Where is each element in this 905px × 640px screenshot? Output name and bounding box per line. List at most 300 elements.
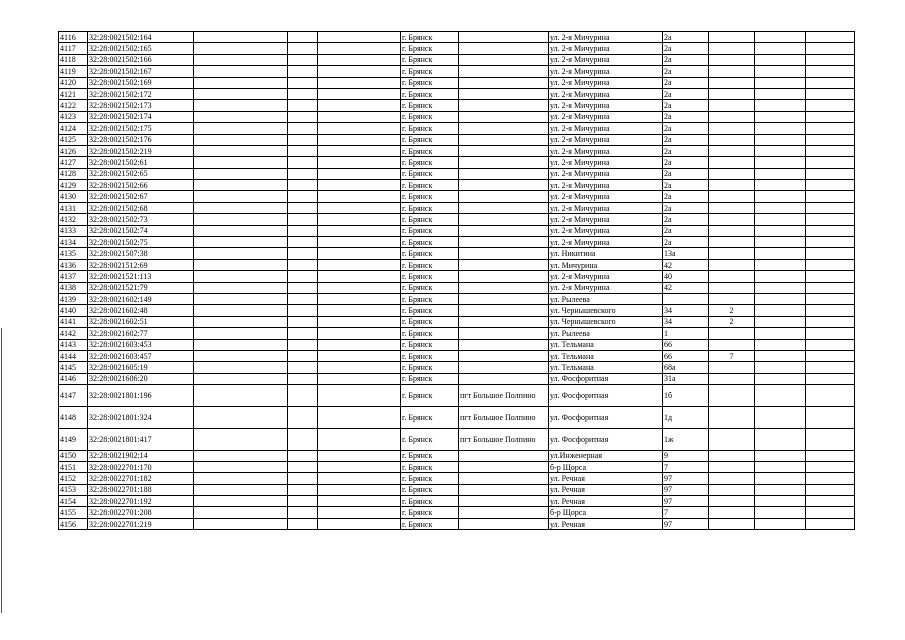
settlement-cell	[459, 123, 549, 134]
table-row	[59, 77, 855, 88]
street-cell: ул. 2-я Мичурина	[549, 271, 663, 282]
extra-number-cell	[709, 293, 755, 304]
house-number-cell: 2а	[663, 191, 709, 202]
empty-cell	[755, 180, 806, 191]
empty-cell	[288, 100, 318, 111]
cadastral-number-cell: 32:28:0021507:38	[88, 248, 194, 259]
empty-cell	[318, 507, 401, 518]
empty-cell	[194, 350, 288, 361]
empty-cell	[318, 202, 401, 213]
empty-cell	[806, 385, 855, 407]
city-cell: г. Брянск	[401, 473, 459, 484]
row-number-cell: 4135	[59, 248, 88, 259]
cadastral-number-cell: 32:28:0021502:75	[88, 237, 194, 248]
extra-number-cell	[709, 77, 755, 88]
cadastral-number-cell: 32:28:0021801:324	[88, 406, 194, 428]
city-cell: г. Брянск	[401, 248, 459, 259]
empty-cell	[806, 282, 855, 293]
empty-cell	[806, 225, 855, 236]
table-row	[59, 134, 855, 145]
empty-cell	[194, 123, 288, 134]
house-number-cell: 7	[663, 507, 709, 518]
row-number-cell: 4136	[59, 259, 88, 270]
house-number-cell: 2а	[663, 43, 709, 54]
empty-cell	[755, 461, 806, 472]
settlement-cell	[459, 271, 549, 282]
settlement-cell	[459, 248, 549, 259]
empty-cell	[288, 54, 318, 65]
empty-cell	[806, 339, 855, 350]
empty-cell	[318, 496, 401, 507]
table-row	[59, 43, 855, 54]
empty-cell	[194, 191, 288, 202]
row-number-cell: 4125	[59, 134, 88, 145]
row-number-cell: 4144	[59, 350, 88, 361]
empty-cell	[288, 191, 318, 202]
empty-cell	[806, 507, 855, 518]
empty-cell	[288, 202, 318, 213]
city-cell: г. Брянск	[401, 507, 459, 518]
empty-cell	[318, 518, 401, 529]
cadastral-number-cell: 32:28:0021502:66	[88, 180, 194, 191]
extra-number-cell	[709, 461, 755, 472]
empty-cell	[806, 362, 855, 373]
row-number-cell: 4130	[59, 191, 88, 202]
table-row	[59, 484, 855, 495]
empty-cell	[288, 282, 318, 293]
extra-number-cell	[709, 180, 755, 191]
empty-cell	[194, 248, 288, 259]
settlement-cell	[459, 77, 549, 88]
house-number-cell: 2а	[663, 32, 709, 43]
street-cell: ул. 2-я Мичурина	[549, 77, 663, 88]
empty-cell	[288, 450, 318, 461]
empty-cell	[806, 316, 855, 327]
table-row	[59, 518, 855, 529]
extra-number-cell: 2	[709, 305, 755, 316]
street-cell: ул. 2-я Мичурина	[549, 145, 663, 156]
extra-number-cell	[709, 248, 755, 259]
street-cell: ул. 2-я Мичурина	[549, 66, 663, 77]
street-cell: ул. Тельмана	[549, 362, 663, 373]
row-number-cell: 4142	[59, 328, 88, 339]
city-cell: г. Брянск	[401, 237, 459, 248]
city-cell: г. Брянск	[401, 225, 459, 236]
table-row	[59, 461, 855, 472]
extra-number-cell	[709, 496, 755, 507]
table-row	[59, 282, 855, 293]
empty-cell	[194, 328, 288, 339]
house-number-cell: 2а	[663, 54, 709, 65]
house-number-cell: 97	[663, 484, 709, 495]
city-cell: г. Брянск	[401, 428, 459, 450]
house-number-cell: 40	[663, 271, 709, 282]
empty-cell	[194, 202, 288, 213]
table-row	[59, 406, 855, 428]
empty-cell	[318, 225, 401, 236]
cadastral-number-cell: 32:28:0021502:167	[88, 66, 194, 77]
empty-cell	[288, 339, 318, 350]
empty-cell	[755, 271, 806, 282]
cadastral-number-cell: 32:28:0021502:176	[88, 134, 194, 145]
table-row	[59, 54, 855, 65]
house-number-cell: 2а	[663, 77, 709, 88]
table-row	[59, 180, 855, 191]
row-number-cell: 4151	[59, 461, 88, 472]
row-number-cell: 4139	[59, 293, 88, 304]
empty-cell	[194, 496, 288, 507]
table-row	[59, 271, 855, 282]
extra-number-cell: 7	[709, 350, 755, 361]
empty-cell	[194, 180, 288, 191]
table-row	[59, 507, 855, 518]
empty-cell	[318, 271, 401, 282]
city-cell: г. Брянск	[401, 202, 459, 213]
extra-number-cell	[709, 406, 755, 428]
row-number-cell: 4128	[59, 168, 88, 179]
empty-cell	[755, 237, 806, 248]
city-cell: г. Брянск	[401, 43, 459, 54]
empty-cell	[194, 484, 288, 495]
empty-cell	[288, 134, 318, 145]
street-cell: ул. 2-я Мичурина	[549, 157, 663, 168]
city-cell: г. Брянск	[401, 271, 459, 282]
table-row	[59, 373, 855, 384]
extra-number-cell	[709, 168, 755, 179]
empty-cell	[318, 339, 401, 350]
cadastral-number-cell: 32:28:0021502:74	[88, 225, 194, 236]
street-cell: ул. 2-я Мичурина	[549, 214, 663, 225]
city-cell: г. Брянск	[401, 385, 459, 407]
street-cell: ул. Речная	[549, 496, 663, 507]
extra-number-cell	[709, 88, 755, 99]
city-cell: г. Брянск	[401, 214, 459, 225]
empty-cell	[755, 305, 806, 316]
empty-cell	[806, 328, 855, 339]
empty-cell	[755, 484, 806, 495]
empty-cell	[194, 111, 288, 122]
city-cell: г. Брянск	[401, 191, 459, 202]
empty-cell	[194, 77, 288, 88]
empty-cell	[806, 214, 855, 225]
empty-cell	[318, 461, 401, 472]
row-number-cell: 4116	[59, 32, 88, 43]
extra-number-cell	[709, 271, 755, 282]
street-cell: ул. 2-я Мичурина	[549, 32, 663, 43]
cadastral-number-cell: 32:28:0021801:196	[88, 385, 194, 407]
house-number-cell: 97	[663, 473, 709, 484]
empty-cell	[755, 339, 806, 350]
settlement-cell	[459, 305, 549, 316]
empty-cell	[288, 484, 318, 495]
empty-cell	[806, 88, 855, 99]
table-row	[59, 100, 855, 111]
settlement-cell	[459, 214, 549, 225]
row-number-cell: 4122	[59, 100, 88, 111]
street-cell: ул. Речная	[549, 473, 663, 484]
settlement-cell	[459, 100, 549, 111]
settlement-cell	[459, 32, 549, 43]
street-cell: ул. Чернышевского	[549, 305, 663, 316]
street-cell: ул. Рылеева	[549, 293, 663, 304]
extra-number-cell	[709, 450, 755, 461]
cadastral-number-cell: 32:28:0021603:457	[88, 350, 194, 361]
city-cell: г. Брянск	[401, 77, 459, 88]
settlement-cell	[459, 180, 549, 191]
empty-cell	[318, 77, 401, 88]
settlement-cell	[459, 202, 549, 213]
empty-cell	[806, 305, 855, 316]
row-number-cell: 4156	[59, 518, 88, 529]
empty-cell	[318, 259, 401, 270]
table-row	[59, 66, 855, 77]
cadastral-number-cell: 32:28:0021502:164	[88, 32, 194, 43]
empty-cell	[318, 248, 401, 259]
empty-cell	[755, 248, 806, 259]
street-cell: ул. 2-я Мичурина	[549, 54, 663, 65]
empty-cell	[194, 518, 288, 529]
house-number-cell: 1д	[663, 406, 709, 428]
settlement-cell	[459, 496, 549, 507]
row-number-cell: 4155	[59, 507, 88, 518]
empty-cell	[755, 214, 806, 225]
empty-cell	[755, 100, 806, 111]
settlement-cell	[459, 507, 549, 518]
table-row	[59, 88, 855, 99]
empty-cell	[194, 43, 288, 54]
empty-cell	[806, 350, 855, 361]
empty-cell	[806, 202, 855, 213]
empty-cell	[194, 473, 288, 484]
settlement-cell	[459, 339, 549, 350]
extra-number-cell	[709, 32, 755, 43]
empty-cell	[806, 271, 855, 282]
empty-cell	[288, 111, 318, 122]
street-cell: ул. Мичурина	[549, 259, 663, 270]
row-number-cell: 4117	[59, 43, 88, 54]
row-number-cell: 4137	[59, 271, 88, 282]
table-row	[59, 111, 855, 122]
empty-cell	[288, 293, 318, 304]
empty-cell	[318, 66, 401, 77]
house-number-cell: 1ж	[663, 428, 709, 450]
empty-cell	[194, 450, 288, 461]
street-cell: ул. Фосфоритная	[549, 373, 663, 384]
empty-cell	[755, 293, 806, 304]
empty-cell	[288, 328, 318, 339]
street-cell: ул. 2-я Мичурина	[549, 180, 663, 191]
settlement-cell	[459, 484, 549, 495]
empty-cell	[288, 43, 318, 54]
empty-cell	[806, 54, 855, 65]
empty-cell	[194, 507, 288, 518]
house-number-cell: 66	[663, 339, 709, 350]
empty-cell	[194, 225, 288, 236]
empty-cell	[806, 461, 855, 472]
empty-cell	[288, 123, 318, 134]
extra-number-cell	[709, 123, 755, 134]
city-cell: г. Брянск	[401, 373, 459, 384]
settlement-cell	[459, 237, 549, 248]
street-cell: ул. 2-я Мичурина	[549, 100, 663, 111]
extra-number-cell	[709, 43, 755, 54]
extra-number-cell	[709, 54, 755, 65]
street-cell: ул. Рылеева	[549, 328, 663, 339]
empty-cell	[755, 507, 806, 518]
house-number-cell: 2а	[663, 123, 709, 134]
house-number-cell: 9	[663, 450, 709, 461]
extra-number-cell	[709, 362, 755, 373]
table-row	[59, 32, 855, 43]
empty-cell	[755, 450, 806, 461]
cadastral-number-cell: 32:28:0021602:51	[88, 316, 194, 327]
empty-cell	[806, 168, 855, 179]
settlement-cell	[459, 293, 549, 304]
empty-cell	[288, 145, 318, 156]
settlement-cell	[459, 450, 549, 461]
house-number-cell: 2а	[663, 214, 709, 225]
cadastral-number-cell: 32:28:0021502:172	[88, 88, 194, 99]
table-row	[59, 237, 855, 248]
house-number-cell: 97	[663, 518, 709, 529]
empty-cell	[755, 385, 806, 407]
empty-cell	[318, 145, 401, 156]
row-number-cell: 4134	[59, 237, 88, 248]
row-number-cell: 4152	[59, 473, 88, 484]
empty-cell	[194, 428, 288, 450]
empty-cell	[806, 157, 855, 168]
house-number-cell: 13а	[663, 248, 709, 259]
cadastral-number-cell: 32:28:0021602:77	[88, 328, 194, 339]
empty-cell	[806, 428, 855, 450]
empty-cell	[318, 168, 401, 179]
empty-cell	[318, 316, 401, 327]
empty-cell	[755, 145, 806, 156]
cadastral-number-cell: 32:28:0021502:166	[88, 54, 194, 65]
empty-cell	[318, 100, 401, 111]
city-cell: г. Брянск	[401, 339, 459, 350]
row-number-cell: 4145	[59, 362, 88, 373]
cadastral-number-cell: 32:28:0021502:68	[88, 202, 194, 213]
row-number-cell: 4140	[59, 305, 88, 316]
empty-cell	[806, 293, 855, 304]
empty-cell	[755, 77, 806, 88]
cadastral-number-cell: 32:28:0021502:67	[88, 191, 194, 202]
empty-cell	[194, 385, 288, 407]
empty-cell	[806, 66, 855, 77]
empty-cell	[288, 461, 318, 472]
row-number-cell: 4119	[59, 66, 88, 77]
cadastral-number-cell: 32:28:0021502:61	[88, 157, 194, 168]
empty-cell	[806, 237, 855, 248]
empty-cell	[806, 259, 855, 270]
empty-cell	[318, 180, 401, 191]
street-cell: ул. Фосфоритная	[549, 385, 663, 407]
house-number-cell: 2а	[663, 100, 709, 111]
city-cell: г. Брянск	[401, 496, 459, 507]
cadastral-number-cell: 32:28:0022701:188	[88, 484, 194, 495]
row-number-cell: 4150	[59, 450, 88, 461]
extra-number-cell	[709, 237, 755, 248]
cadastral-number-cell: 32:28:0021502:219	[88, 145, 194, 156]
extra-number-cell	[709, 282, 755, 293]
row-number-cell: 4143	[59, 339, 88, 350]
empty-cell	[755, 111, 806, 122]
cadastral-number-cell: 32:28:0021502:175	[88, 123, 194, 134]
empty-cell	[194, 237, 288, 248]
settlement-cell: пгт Большое Полпино	[459, 406, 549, 428]
empty-cell	[318, 450, 401, 461]
empty-cell	[806, 43, 855, 54]
settlement-cell	[459, 362, 549, 373]
table-row	[59, 123, 855, 134]
extra-number-cell	[709, 111, 755, 122]
empty-cell	[288, 168, 318, 179]
empty-cell	[194, 406, 288, 428]
empty-cell	[806, 248, 855, 259]
extra-number-cell	[709, 339, 755, 350]
row-number-cell: 4131	[59, 202, 88, 213]
settlement-cell	[459, 43, 549, 54]
empty-cell	[755, 43, 806, 54]
empty-cell	[755, 328, 806, 339]
empty-cell	[755, 473, 806, 484]
street-cell: ул.Инженерная	[549, 450, 663, 461]
extra-number-cell	[709, 214, 755, 225]
street-cell: ул. Фосфоритная	[549, 406, 663, 428]
empty-cell	[318, 32, 401, 43]
empty-cell	[288, 271, 318, 282]
empty-cell	[288, 350, 318, 361]
empty-cell	[318, 88, 401, 99]
table-row	[59, 259, 855, 270]
empty-cell	[318, 43, 401, 54]
settlement-cell	[459, 88, 549, 99]
empty-cell	[318, 111, 401, 122]
settlement-cell	[459, 225, 549, 236]
empty-cell	[288, 157, 318, 168]
empty-cell	[194, 362, 288, 373]
empty-cell	[288, 180, 318, 191]
house-number-cell: 97	[663, 496, 709, 507]
empty-cell	[318, 484, 401, 495]
empty-cell	[318, 406, 401, 428]
cadastral-number-cell: 32:28:0021512:69	[88, 259, 194, 270]
city-cell: г. Брянск	[401, 328, 459, 339]
city-cell: г. Брянск	[401, 316, 459, 327]
settlement-cell	[459, 316, 549, 327]
empty-cell	[755, 259, 806, 270]
empty-cell	[755, 123, 806, 134]
city-cell: г. Брянск	[401, 282, 459, 293]
city-cell: г. Брянск	[401, 145, 459, 156]
empty-cell	[194, 54, 288, 65]
row-number-cell: 4120	[59, 77, 88, 88]
empty-cell	[194, 316, 288, 327]
cadastral-number-cell: 32:28:0022701:192	[88, 496, 194, 507]
house-number-cell: 2а	[663, 145, 709, 156]
empty-cell	[194, 100, 288, 111]
empty-cell	[806, 518, 855, 529]
empty-cell	[288, 385, 318, 407]
row-number-cell: 4121	[59, 88, 88, 99]
city-cell: г. Брянск	[401, 54, 459, 65]
cadastral-number-cell: 32:28:0021605:19	[88, 362, 194, 373]
cadastral-number-cell: 32:28:0021902:14	[88, 450, 194, 461]
cadastral-number-cell: 32:28:0021602:48	[88, 305, 194, 316]
house-number-cell: 68а	[663, 362, 709, 373]
row-number-cell: 4127	[59, 157, 88, 168]
